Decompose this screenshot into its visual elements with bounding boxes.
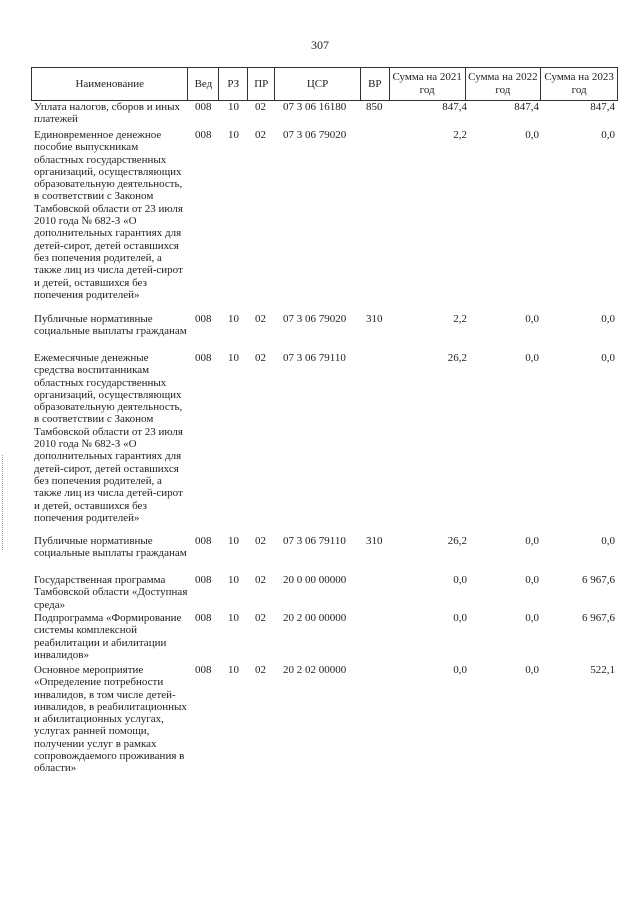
header-name: Наименование <box>32 68 188 100</box>
row-name: Государственная программа Тамбовской области «Доступная среда» <box>34 574 188 611</box>
row-csr: 20 2 00 00000 <box>283 612 347 624</box>
row-rz: 10 <box>228 129 239 141</box>
row-pr: 02 <box>255 129 266 141</box>
row-pr: 02 <box>255 101 266 113</box>
row-name: Подпрограмма «Формирование системы комплексной реабилитации и абилитации инвалидов» <box>34 612 182 661</box>
row-rz: 10 <box>228 313 239 325</box>
row-sum-2023: 522,1 <box>590 664 615 676</box>
row-sum-2021: 0,0 <box>453 664 467 676</box>
row-pr: 02 <box>255 612 266 624</box>
row-name: Единовременное денежное пособие выпускникам областных государственных организаций, осуществляющих образовательную деятельность, в соответствии с Законом Тамбовской области от 23 июля 2010 года № 682-З «О дополнительных гарантиях для детей-сирот, детей оставшихся без попечения родителей, а также лиц из числа детей-сирот и детей, оставшихся без попечения родителей» <box>34 129 183 301</box>
header-csr: ЦСР <box>275 68 361 100</box>
row-name: Публичные нормативные социальные выплаты гражданам <box>34 313 187 338</box>
row-ved: 008 <box>195 101 212 113</box>
row-csr: 07 3 06 16180 <box>283 101 347 113</box>
row-csr: 07 3 06 79020 <box>283 129 347 141</box>
row-name: Основное мероприятие «Определение потребности инвалидов, в том числе детей-инвалидов, в реабилитационных и абилитационных услугах, услугах ранней помощи, получении услуг в рамках сопровождаемого проживания в области» <box>34 664 187 775</box>
header-sum-2022: Сумма на 2022 год <box>466 68 542 100</box>
row-rz: 10 <box>228 535 239 547</box>
row-ved: 008 <box>195 129 212 141</box>
row-pr: 02 <box>255 313 266 325</box>
row-sum-2022: 0,0 <box>525 612 539 624</box>
row-name: Публичные нормативные социальные выплаты гражданам <box>34 535 187 560</box>
row-sum-2021: 0,0 <box>453 612 467 624</box>
row-rz: 10 <box>228 574 239 586</box>
row-pr: 02 <box>255 664 266 676</box>
row-sum-2023: 0,0 <box>601 313 615 325</box>
row-sum-2022: 0,0 <box>525 574 539 586</box>
row-sum-2021: 26,2 <box>447 535 467 547</box>
table-header <box>31 67 618 101</box>
row-ved: 008 <box>195 664 212 676</box>
row-sum-2023: 847,4 <box>590 101 615 113</box>
row-rz: 10 <box>228 664 239 676</box>
row-pr: 02 <box>255 535 266 547</box>
row-sum-2023: 6 967,6 <box>582 574 615 586</box>
row-vr: 850 <box>366 101 383 113</box>
row-sum-2022: 0,0 <box>525 535 539 547</box>
row-csr: 07 3 06 79110 <box>283 352 346 364</box>
row-ved: 008 <box>195 612 212 624</box>
header-sum-2023: Сумма на 2023 год <box>544 71 614 96</box>
row-ved: 008 <box>195 352 212 364</box>
row-sum-2022: 0,0 <box>525 664 539 676</box>
row-csr: 20 2 02 00000 <box>283 664 347 676</box>
row-sum-2023: 0,0 <box>601 352 615 364</box>
row-pr: 02 <box>255 352 266 364</box>
row-sum-2023: 0,0 <box>601 129 615 141</box>
row-rz: 10 <box>228 352 239 364</box>
row-ved: 008 <box>195 313 212 325</box>
row-sum-2022: 0,0 <box>525 129 539 141</box>
row-rz: 10 <box>228 101 239 113</box>
row-sum-2021: 26,2 <box>447 352 467 364</box>
row-ved: 008 <box>195 535 212 547</box>
row-csr: 20 0 00 00000 <box>283 574 347 586</box>
header-ved: Вед <box>188 68 219 100</box>
row-name: Уплата налогов, сборов и иных платежей <box>34 101 181 126</box>
row-sum-2021: 2,2 <box>453 313 467 325</box>
row-csr: 07 3 06 79020 <box>283 313 347 325</box>
row-sum-2021: 0,0 <box>453 574 467 586</box>
row-name: Ежемесячные денежные средства воспитанникам областных государственных организаций, осуществляющих образовательную деятельность, в соответствии с Законом Тамбовской области от 23 июля 2010 года № 682-З «О дополнительных гарантиях для детей-сирот, детей оставшихся без попечения родителей, а также лиц из числа детей-сирот и детей, оставшихся без попечения родителей» <box>34 352 183 524</box>
header-rz: РЗ <box>219 68 248 100</box>
row-sum-2022: 0,0 <box>525 352 539 364</box>
row-sum-2023: 6 967,6 <box>582 612 615 624</box>
row-pr: 02 <box>255 574 266 586</box>
row-sum-2021: 2,2 <box>453 129 467 141</box>
row-vr: 310 <box>366 535 383 547</box>
row-sum-2023: 0,0 <box>601 535 615 547</box>
header-sum-2021: Сумма на 2021 год <box>390 68 466 100</box>
row-ved: 008 <box>195 574 212 586</box>
page-number: 307 <box>311 38 329 52</box>
row-csr: 07 3 06 79110 <box>283 535 346 547</box>
header-pr: ПР <box>248 68 275 100</box>
row-sum-2021: 847,4 <box>442 101 467 113</box>
row-sum-2022: 847,4 <box>514 101 539 113</box>
row-rz: 10 <box>228 612 239 624</box>
row-vr: 310 <box>366 313 383 325</box>
row-sum-2022: 0,0 <box>525 313 539 325</box>
header-vr: ВР <box>361 68 390 100</box>
scan-edge-mark <box>2 455 5 550</box>
